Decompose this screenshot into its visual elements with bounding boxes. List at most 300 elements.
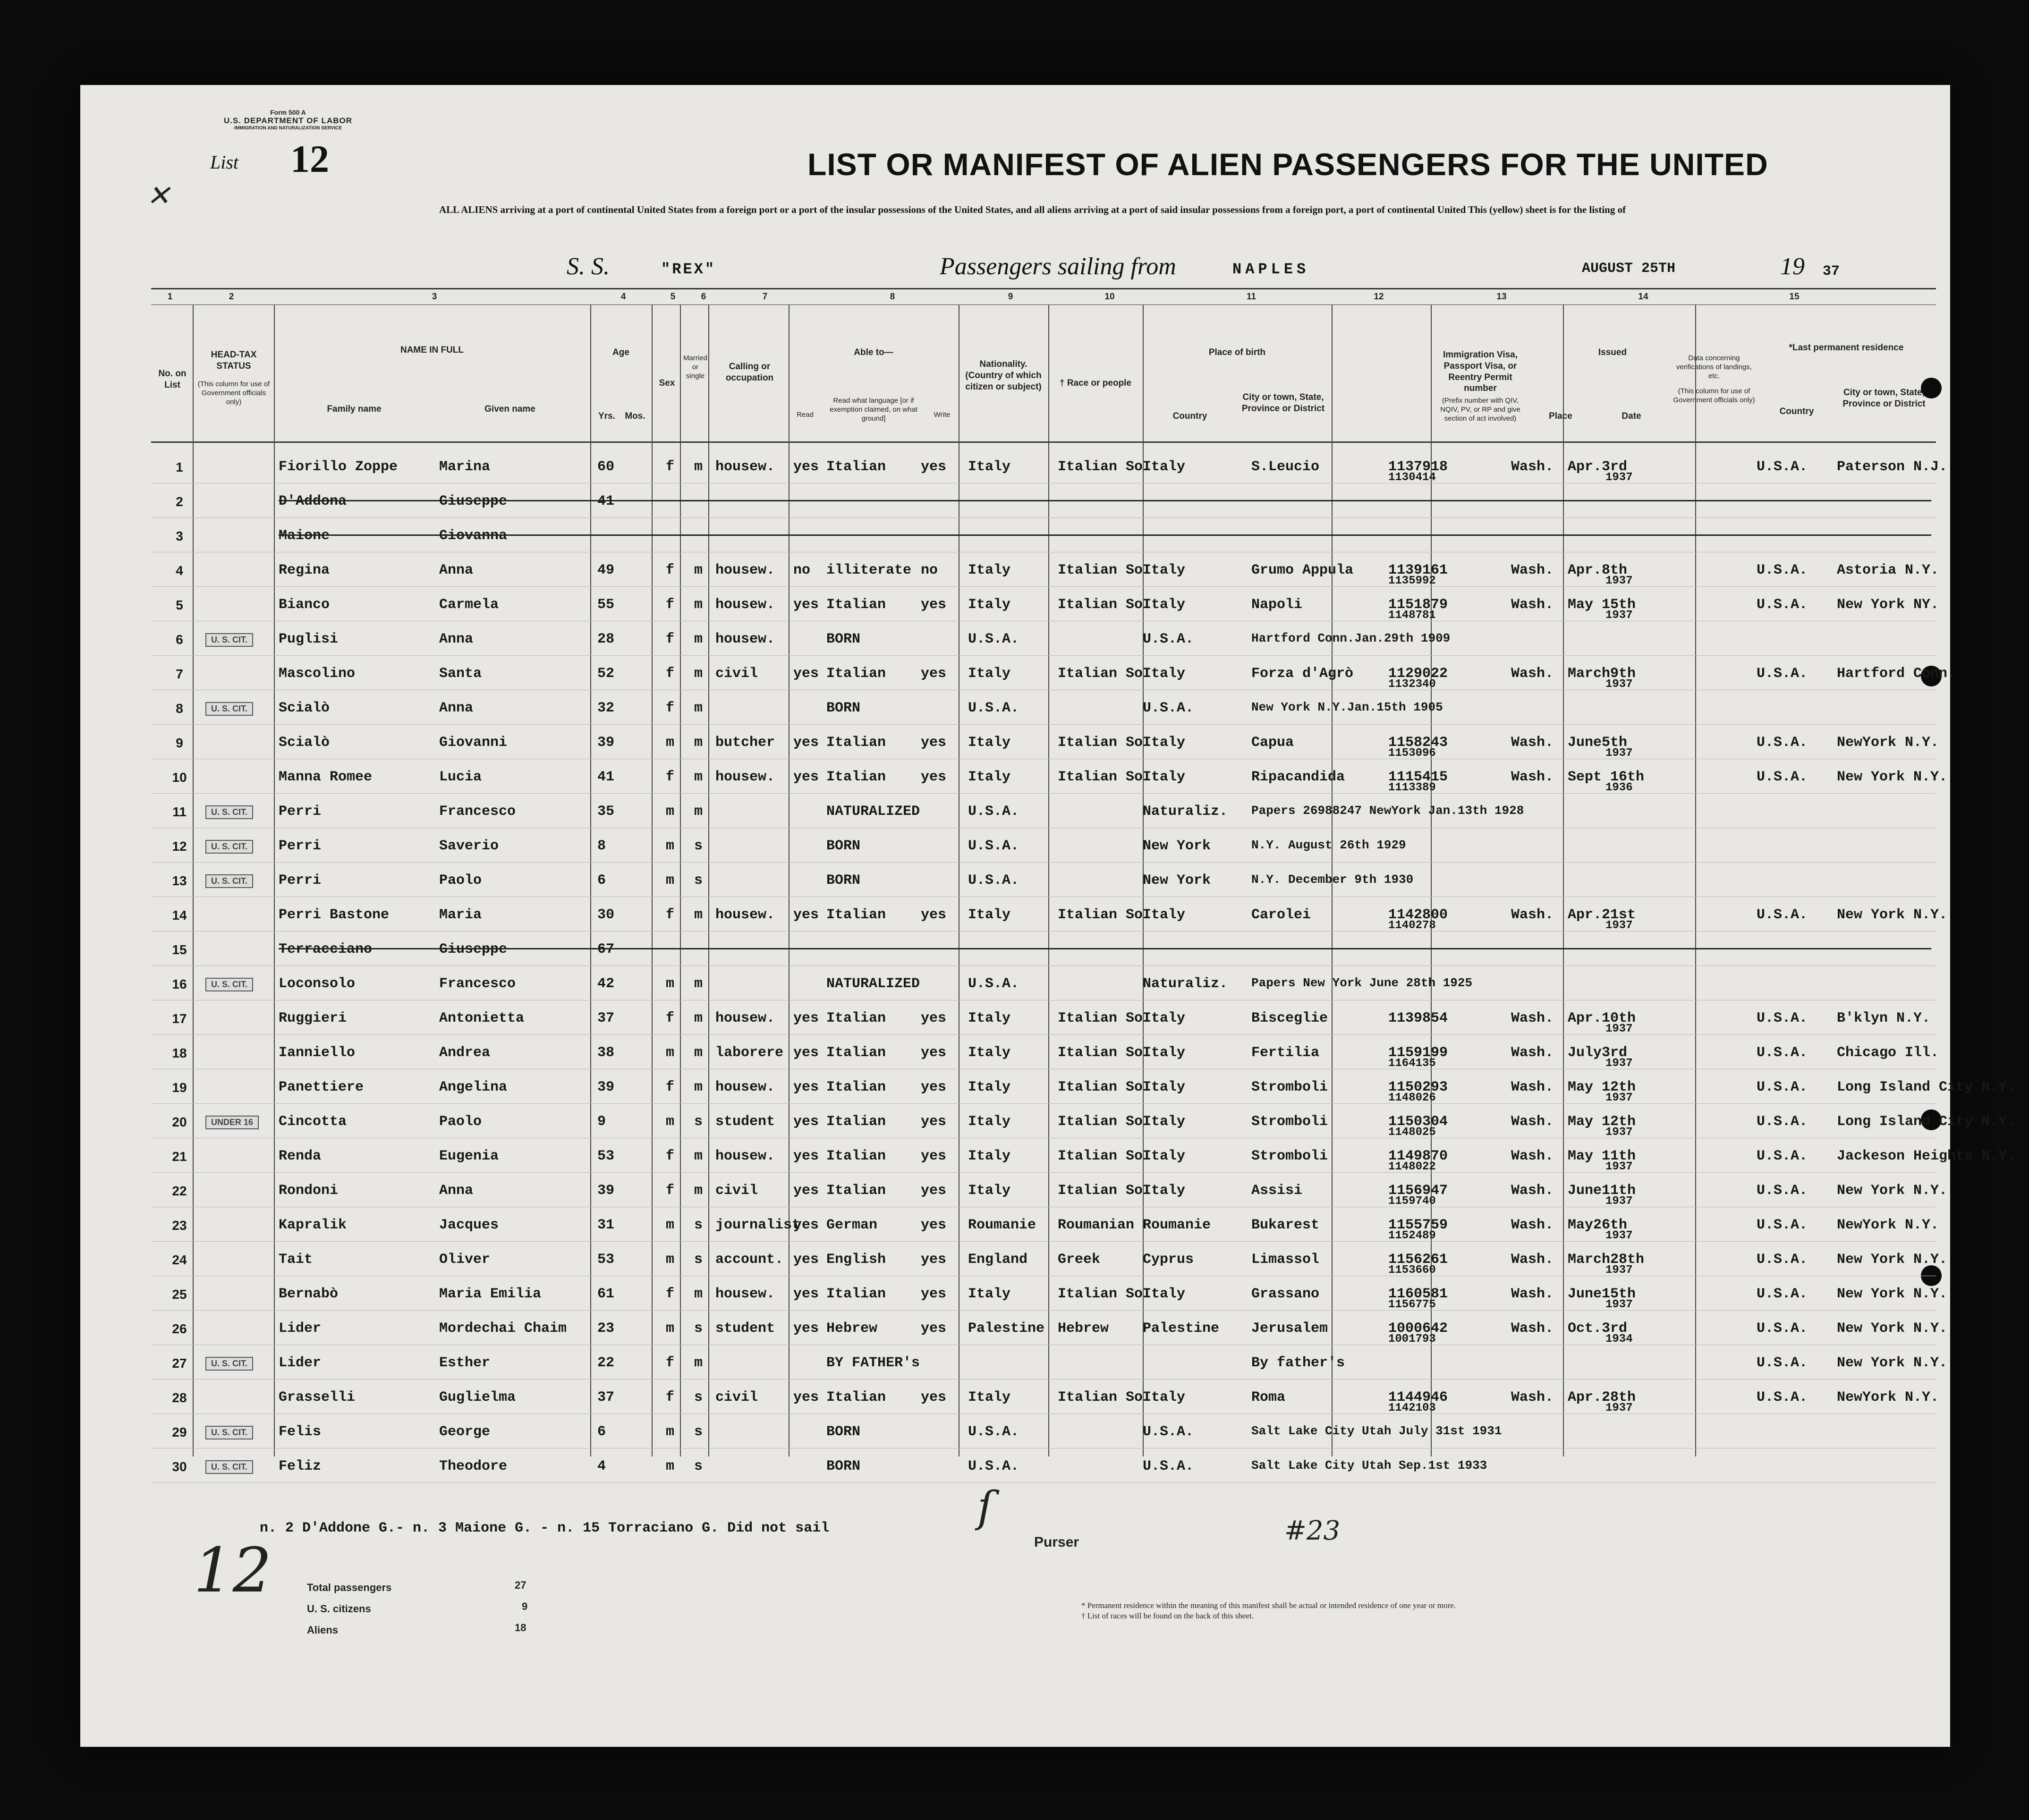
given-name: Santa xyxy=(439,666,482,682)
race: Italian So. xyxy=(1058,597,1152,613)
race: Greek xyxy=(1058,1252,1101,1268)
residence-city: New York N.Y. xyxy=(1837,769,1948,785)
ss-label: S. S. xyxy=(567,253,610,280)
can-write: yes xyxy=(921,1321,947,1337)
sex: m xyxy=(666,1045,675,1061)
age: 55 xyxy=(597,597,615,613)
table-row xyxy=(151,724,1939,760)
can-write: yes xyxy=(921,666,947,682)
table-row xyxy=(151,1000,1936,1035)
read-language: Italian xyxy=(826,1286,886,1302)
nationality: Italy xyxy=(968,735,1011,751)
can-write: yes xyxy=(921,907,947,923)
issued-place: Wash. xyxy=(1511,1079,1554,1095)
birth-city: Limassol xyxy=(1251,1252,1320,1268)
birth-city: S.Leucio xyxy=(1251,459,1320,475)
nationality: U.S.A. xyxy=(968,872,1019,889)
residence-country: U.S.A. xyxy=(1757,1114,1808,1130)
read-language: BORN xyxy=(826,872,861,889)
can-write: yes xyxy=(921,1045,947,1061)
visa-number-secondary: 1153660 xyxy=(1388,1264,1436,1277)
occupation: housew. xyxy=(715,1286,775,1302)
age: 67 xyxy=(597,941,615,957)
birth-country: Italy xyxy=(1143,735,1186,751)
marital-status: s xyxy=(694,872,703,889)
birth-country: Italy xyxy=(1143,1114,1186,1130)
family-name: D'Addona xyxy=(279,493,347,509)
family-name: Renda xyxy=(279,1148,322,1164)
family-name: Perri Bastone xyxy=(279,907,390,923)
can-read: yes xyxy=(793,769,819,785)
table-row xyxy=(151,621,1936,656)
residence-country: U.S.A. xyxy=(1757,1389,1808,1405)
row-number: 7 xyxy=(176,667,183,681)
issued-year: 1937 xyxy=(1605,1057,1633,1070)
issued-year: 1937 xyxy=(1605,609,1633,622)
residence-city: New York N.Y. xyxy=(1837,1321,1948,1337)
visa-number-secondary: 1148022 xyxy=(1388,1160,1436,1173)
age: 8 xyxy=(597,838,606,854)
sex: f xyxy=(666,1079,675,1095)
age: 22 xyxy=(597,1355,615,1371)
can-read: yes xyxy=(793,1045,819,1061)
sex: m xyxy=(666,1217,675,1233)
service-name: IMMIGRATION AND NATURALIZATION SERVICE xyxy=(234,125,342,131)
birth-country: Italy xyxy=(1143,907,1186,923)
read-language: Hebrew xyxy=(826,1321,878,1337)
family-name: Terracciano xyxy=(279,941,373,957)
nationality: Italy xyxy=(968,1286,1011,1302)
marital-status: m xyxy=(694,459,703,475)
birth-city: Carolei xyxy=(1251,907,1311,923)
age: 53 xyxy=(597,1252,615,1268)
nationality: Italy xyxy=(968,597,1011,613)
nationality: U.S.A. xyxy=(968,631,1019,647)
visa-number: 1142800 xyxy=(1388,907,1448,923)
birth-city: Fertilia xyxy=(1251,1045,1320,1061)
row-number: 9 xyxy=(176,736,183,750)
visa-number: 1000642 xyxy=(1388,1321,1448,1337)
header-married: Married or single xyxy=(683,354,707,380)
read-language: BORN xyxy=(826,1458,861,1474)
marital-status: m xyxy=(694,1286,703,1302)
row-number: 19 xyxy=(172,1080,187,1095)
birth-country: Italy xyxy=(1143,666,1186,682)
occupation: housew. xyxy=(715,1148,775,1164)
handwritten-mark: ✕ xyxy=(146,179,170,212)
header-visa: Immigration Visa, Passport Visa, or Reentry Permit number xyxy=(1443,350,1518,394)
family-name: Scialò xyxy=(279,700,330,716)
row-number: 20 xyxy=(172,1115,187,1129)
residence-city: Paterson N.J. xyxy=(1837,459,1948,475)
column-number: 1 xyxy=(167,292,173,302)
header-last-residence: *Last permanent residence xyxy=(1789,343,1904,353)
occupation: housew. xyxy=(715,597,775,613)
issued-place: Wash. xyxy=(1511,1045,1554,1061)
can-read: yes xyxy=(793,907,819,923)
column-number: 12 xyxy=(1374,292,1384,302)
issued-place: Wash. xyxy=(1511,1148,1554,1164)
family-name: Feliz xyxy=(279,1458,322,1474)
nationality: Italy xyxy=(968,1010,1011,1026)
nationality: Italy xyxy=(968,666,1011,682)
strike-through-line xyxy=(279,500,1931,501)
given-name: Marina xyxy=(439,459,491,475)
given-name: Angelina xyxy=(439,1079,508,1095)
issued-date: Apr.8th xyxy=(1568,562,1628,578)
header-age-months: Mos. xyxy=(625,411,645,421)
manifest-title: LIST OR MANIFEST OF ALIEN PASSENGERS FOR THE UNITED xyxy=(807,147,1768,182)
sex: f xyxy=(666,1286,675,1302)
read-language: Italian xyxy=(826,735,886,751)
table-row xyxy=(151,1345,1948,1380)
marital-status: m xyxy=(694,804,703,820)
residence-city: New York NY. xyxy=(1837,597,1939,613)
age: 23 xyxy=(597,1321,615,1337)
given-name: Paolo xyxy=(439,872,482,889)
list-label: List xyxy=(210,152,239,173)
sex: f xyxy=(666,907,675,923)
birth-city: Papers 26988247 NewYork Jan.13th 1928 xyxy=(1251,804,1524,818)
issued-year: 1937 xyxy=(1605,1092,1633,1104)
row-number: 17 xyxy=(172,1011,187,1026)
sex: m xyxy=(666,838,675,854)
column-number: 7 xyxy=(762,292,768,302)
read-language: Italian xyxy=(826,1079,886,1095)
occupation: journalist xyxy=(715,1217,801,1233)
can-write: yes xyxy=(921,1286,947,1302)
family-name: Mascolino xyxy=(279,666,356,682)
issued-year: 1937 xyxy=(1605,747,1633,760)
race: Italian So. xyxy=(1058,1045,1152,1061)
race: Italian So. xyxy=(1058,1010,1152,1026)
given-name: Giovanna xyxy=(439,528,508,544)
read-language: Italian xyxy=(826,769,886,785)
table-row xyxy=(151,793,1936,828)
row-number: 10 xyxy=(172,770,187,785)
residence-city: New York N.Y. xyxy=(1837,1355,1948,1371)
sex: f xyxy=(666,1183,675,1199)
occupation: student xyxy=(715,1321,775,1337)
table-row xyxy=(151,1276,1948,1311)
nationality: Palestine xyxy=(968,1321,1045,1337)
header-given-name: Given name xyxy=(484,404,535,414)
sex: f xyxy=(666,1010,675,1026)
header-read: Read xyxy=(797,411,814,419)
row-number: 1 xyxy=(176,460,183,474)
header-birth-city: City or town, State, Province or District xyxy=(1241,392,1325,414)
table-row xyxy=(151,1207,1939,1242)
can-write: yes xyxy=(921,1010,947,1026)
can-write: yes xyxy=(921,1217,947,1233)
residence-country: U.S.A. xyxy=(1757,1045,1808,1061)
marital-status: s xyxy=(694,1424,703,1440)
issued-place: Wash. xyxy=(1511,1217,1554,1233)
marital-status: m xyxy=(694,1010,703,1026)
port-name: NAPLES xyxy=(1232,261,1310,278)
occupation: housew. xyxy=(715,631,775,647)
residence-country: U.S.A. xyxy=(1757,1010,1808,1026)
occupation: laborere xyxy=(715,1045,784,1061)
can-read: no xyxy=(793,562,811,578)
issued-date: May 15th xyxy=(1568,597,1636,613)
table-row xyxy=(151,1241,1948,1277)
age: 38 xyxy=(597,1045,615,1061)
can-read: yes xyxy=(793,1389,819,1405)
race: Italian So. xyxy=(1058,1389,1152,1405)
age: 28 xyxy=(597,631,615,647)
residence-country: U.S.A. xyxy=(1757,1252,1808,1268)
header-landings: Data concerning verifications of landings, etc. xyxy=(1676,354,1752,380)
visa-number-secondary: 1156775 xyxy=(1388,1298,1436,1311)
can-read: yes xyxy=(793,1079,819,1095)
issued-date: Apr.3rd xyxy=(1568,459,1628,475)
family-name: Felis xyxy=(279,1424,322,1440)
family-name: Grasselli xyxy=(279,1389,356,1405)
birth-country: Palestine xyxy=(1143,1321,1220,1337)
can-read: yes xyxy=(793,1114,819,1130)
occupation: housew. xyxy=(715,562,775,578)
header-landings-note: (This column for use of Government officials only) xyxy=(1673,387,1755,404)
can-write: yes xyxy=(921,1252,947,1268)
given-name: Giuseppe xyxy=(439,941,508,957)
sex: f xyxy=(666,459,675,475)
issued-date: June15th xyxy=(1568,1286,1636,1302)
row-number: 15 xyxy=(172,942,187,957)
age: 4 xyxy=(597,1458,606,1474)
nationality: Italy xyxy=(968,1114,1011,1130)
visa-number-secondary: 1135992 xyxy=(1388,575,1436,587)
read-language: Italian xyxy=(826,459,886,475)
issued-place: Wash. xyxy=(1511,459,1554,475)
family-name: Maione xyxy=(279,528,330,544)
visa-number: 1155759 xyxy=(1388,1217,1448,1233)
race: Roumanian xyxy=(1058,1217,1135,1233)
given-name: Carmela xyxy=(439,597,499,613)
read-language: BORN xyxy=(826,838,861,854)
read-language: Italian xyxy=(826,597,886,613)
issued-date: May 12th xyxy=(1568,1114,1636,1130)
issued-year: 1937 xyxy=(1605,678,1633,691)
issued-date: May 11th xyxy=(1568,1148,1636,1164)
header-issued: Issued xyxy=(1598,347,1627,357)
visa-number-secondary: 1159740 xyxy=(1388,1195,1436,1208)
residence-city: New York N.Y. xyxy=(1837,1252,1948,1268)
table-row xyxy=(151,1069,2016,1104)
birth-country: Italy xyxy=(1143,1389,1186,1405)
sex: m xyxy=(666,1458,675,1474)
read-language: Italian xyxy=(826,1045,886,1061)
can-read: yes xyxy=(793,459,819,475)
table-row xyxy=(151,1138,2016,1173)
occupation: housew. xyxy=(715,907,775,923)
visa-number: 1144946 xyxy=(1388,1389,1448,1405)
sex: m xyxy=(666,976,675,992)
marital-status: m xyxy=(694,700,703,716)
occupation: housew. xyxy=(715,1079,775,1095)
nationality: U.S.A. xyxy=(968,804,1019,820)
family-name: Bernabò xyxy=(279,1286,339,1302)
marital-status: s xyxy=(694,838,703,854)
sex: m xyxy=(666,872,675,889)
family-name: Cincotta xyxy=(279,1114,347,1130)
footnotes xyxy=(1081,1600,1456,1621)
birth-country: U.S.A. xyxy=(1143,1458,1194,1474)
sex: f xyxy=(666,1355,675,1371)
row-number: 3 xyxy=(176,529,183,543)
race: Italian So. xyxy=(1058,1114,1152,1130)
residence-city: NewYork N.Y. xyxy=(1837,1217,1939,1233)
issued-place: Wash. xyxy=(1511,1286,1554,1302)
issued-place: Wash. xyxy=(1511,562,1554,578)
read-language: Italian xyxy=(826,1183,886,1199)
age: 35 xyxy=(597,804,615,820)
table-row xyxy=(151,1448,1936,1483)
issued-year: 1937 xyxy=(1605,1023,1633,1035)
ship-name: "REX" xyxy=(661,261,716,278)
nationality: England xyxy=(968,1252,1028,1268)
table-row xyxy=(151,759,1948,794)
residence-country: U.S.A. xyxy=(1757,1079,1808,1095)
visa-number-secondary: 1130414 xyxy=(1388,471,1436,484)
table-row xyxy=(151,449,1948,484)
birth-city: Roma xyxy=(1251,1389,1286,1405)
year-suffix: 37 xyxy=(1823,263,1840,279)
given-name: Anna xyxy=(439,700,474,716)
head-tax-stamp: U. S. CIT. xyxy=(205,805,253,819)
given-name: Maria xyxy=(439,907,482,923)
issued-place: Wash. xyxy=(1511,597,1554,613)
header-residence-city: City or town, State, Province or District xyxy=(1842,388,1926,409)
can-read: yes xyxy=(793,1148,819,1164)
given-name: Theodore xyxy=(439,1458,508,1474)
residence-city: New York N.Y. xyxy=(1837,1183,1948,1199)
family-name: Puglisi xyxy=(279,631,339,647)
can-write: yes xyxy=(921,735,947,751)
column-number: 15 xyxy=(1789,292,1800,302)
row-number: 18 xyxy=(172,1046,187,1060)
table-row xyxy=(151,897,1948,932)
given-name: George xyxy=(439,1424,491,1440)
nationality: U.S.A. xyxy=(968,1424,1019,1440)
can-read: yes xyxy=(793,1183,819,1199)
issued-date: May 12th xyxy=(1568,1079,1636,1095)
birth-country: New York xyxy=(1143,838,1211,854)
total-passengers-label: Total passengers xyxy=(307,1582,392,1593)
aliens-value: 18 xyxy=(515,1622,526,1634)
nationality: U.S.A. xyxy=(968,976,1019,992)
row-number: 12 xyxy=(172,839,187,854)
age: 52 xyxy=(597,666,615,682)
issued-date: March9th xyxy=(1568,666,1636,682)
footnote-races: † List of races will be found on the back of this sheet. xyxy=(1081,1611,1254,1621)
can-write: yes xyxy=(921,1389,947,1405)
table-row xyxy=(151,1172,1948,1208)
issued-year: 1937 xyxy=(1605,575,1633,587)
row-number: 11 xyxy=(172,804,187,819)
given-name: Esther xyxy=(439,1355,491,1371)
family-name: Perri xyxy=(279,804,322,820)
header-race: † Race or people xyxy=(1059,378,1132,388)
birth-country: Naturaliz. xyxy=(1143,976,1228,992)
row-number: 30 xyxy=(172,1459,187,1474)
column-number: 8 xyxy=(890,292,895,302)
head-tax-stamp: U. S. CIT. xyxy=(205,1357,253,1371)
can-read: yes xyxy=(793,597,819,613)
row-number: 27 xyxy=(172,1356,187,1371)
sex: f xyxy=(666,700,675,716)
issued-place: Wash. xyxy=(1511,1010,1554,1026)
header-write: Write xyxy=(934,411,951,419)
age: 42 xyxy=(597,976,615,992)
column-number: 2 xyxy=(229,292,234,302)
sailing-from-label: Passengers sailing from xyxy=(940,253,1176,280)
sex: m xyxy=(666,1424,675,1440)
family-name: Perri xyxy=(279,872,322,889)
column-number: 13 xyxy=(1496,292,1507,302)
read-language: Italian xyxy=(826,1114,886,1130)
occupation: housew. xyxy=(715,769,775,785)
issued-place: Wash. xyxy=(1511,1183,1554,1199)
issued-place: Wash. xyxy=(1511,907,1554,923)
birth-city: Forza d'Agrò xyxy=(1251,666,1354,682)
column-number: 6 xyxy=(701,292,706,302)
occupation: housew. xyxy=(715,1010,775,1026)
issued-place: Wash. xyxy=(1511,1252,1554,1268)
residence-country: U.S.A. xyxy=(1757,769,1808,785)
visa-number-secondary: 1164135 xyxy=(1388,1057,1436,1070)
header-calling: Calling or occupation xyxy=(725,362,774,383)
row-number: 22 xyxy=(172,1184,187,1198)
can-write: yes xyxy=(921,459,947,475)
residence-city: Astoria N.Y. xyxy=(1837,562,1939,578)
birth-country: U.S.A. xyxy=(1143,1424,1194,1440)
residence-country: U.S.A. xyxy=(1757,1148,1808,1164)
residence-country: U.S.A. xyxy=(1757,1217,1808,1233)
birth-city: Ripacandida xyxy=(1251,769,1345,785)
table-row xyxy=(151,1414,1936,1448)
aliens-label: Aliens xyxy=(307,1624,339,1636)
can-read: yes xyxy=(793,1286,819,1302)
marital-status: s xyxy=(694,1389,703,1405)
can-write: yes xyxy=(921,597,947,613)
birth-country: Italy xyxy=(1143,1010,1186,1026)
visa-number-secondary: 1140278 xyxy=(1388,919,1436,932)
given-name: Jacques xyxy=(439,1217,499,1233)
residence-country: U.S.A. xyxy=(1757,907,1808,923)
issued-year: 1937 xyxy=(1605,471,1633,484)
row-number: 16 xyxy=(172,977,187,991)
birth-city: Grumo Appula xyxy=(1251,562,1354,578)
marital-status: m xyxy=(694,1148,703,1164)
race: Italian So. xyxy=(1058,769,1152,785)
birth-city: Stromboli xyxy=(1251,1079,1328,1095)
header-top-rule xyxy=(151,288,1936,289)
row-number: 14 xyxy=(172,908,187,923)
birth-city: N.Y. August 26th 1929 xyxy=(1251,838,1406,852)
marital-status: m xyxy=(694,769,703,785)
table-row xyxy=(151,483,1936,518)
visa-number: 1137918 xyxy=(1388,459,1448,475)
residence-country: U.S.A. xyxy=(1757,1286,1808,1302)
age: 6 xyxy=(597,1424,606,1440)
row-number: 13 xyxy=(172,873,187,888)
issued-date: March28th xyxy=(1568,1252,1645,1268)
family-name: Perri xyxy=(279,838,322,854)
column-number: 11 xyxy=(1246,292,1256,302)
head-tax-stamp: U. S. CIT. xyxy=(205,633,253,647)
race: Italian So. xyxy=(1058,735,1152,751)
